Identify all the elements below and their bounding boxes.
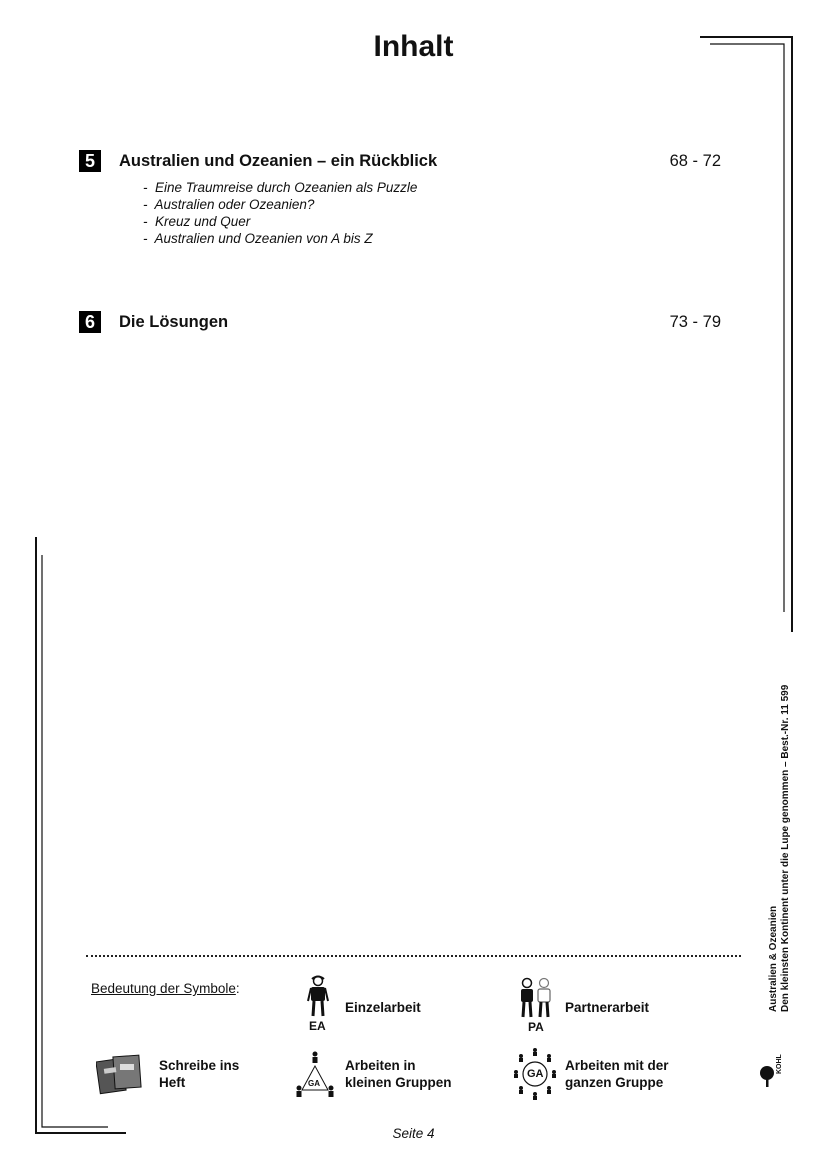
notebook-icon xyxy=(96,1052,144,1096)
symbol-label: Arbeiten in kleinen Gruppen xyxy=(345,1058,452,1090)
section-pages: 68 - 72 xyxy=(669,152,721,170)
two-persons-icon xyxy=(517,977,555,1019)
symbol-label: Schreibe ins Heft xyxy=(159,1058,240,1090)
list-item: - Kreuz und Quer xyxy=(143,214,251,229)
section-number: 5 xyxy=(79,150,101,172)
imprint-subtitle: Den kleinsten Kontinent unter die Lupe genommen – Best.-Nr. 11 599 xyxy=(780,684,791,1012)
section-item-list xyxy=(143,179,417,247)
symbol-code: EA xyxy=(309,1019,326,1033)
page-number: Seite 4 xyxy=(392,1126,435,1141)
page-title: Inhalt xyxy=(373,30,454,63)
symbol-label: Einzelarbeit xyxy=(345,1000,421,1015)
publisher-imprint xyxy=(768,684,827,1012)
symbol-code: GA xyxy=(308,1079,320,1088)
small-group-icon xyxy=(293,1050,337,1098)
section-heading: Australien und Ozeanien – ein Rückblick xyxy=(119,152,438,170)
list-item: - Eine Traumreise durch Ozeanien als Puzzle xyxy=(143,180,418,195)
tree-icon xyxy=(758,1064,776,1088)
legend-title: Bedeutung der Symbole: xyxy=(91,981,240,996)
divider xyxy=(86,955,741,957)
list-item: - Australien und Ozeanien von A bis Z xyxy=(143,231,373,246)
section-number: 6 xyxy=(79,311,101,333)
symbol-code: GA xyxy=(527,1068,544,1080)
symbol-code: PA xyxy=(528,1020,544,1034)
list-item: - Australien oder Ozeanien? xyxy=(143,197,315,212)
publisher-logo: KOHL xyxy=(758,1030,794,1086)
imprint-title: Australien & Ozeanien xyxy=(768,905,779,1012)
single-person-icon xyxy=(306,975,330,1019)
symbol-label: Partnerarbeit xyxy=(565,1000,650,1015)
section-pages: 73 - 79 xyxy=(669,313,721,331)
symbol-label: Arbeiten mit der ganzen Gruppe xyxy=(565,1058,669,1090)
section-heading: Die Lösungen xyxy=(119,313,229,331)
